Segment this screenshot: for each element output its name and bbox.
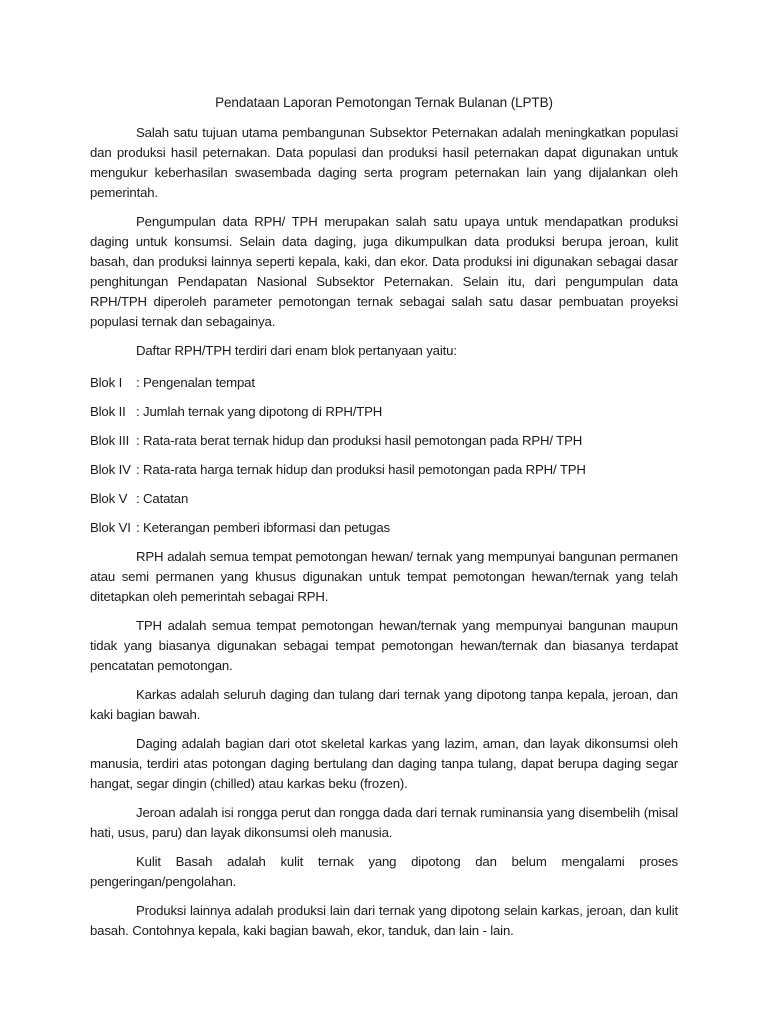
block-label: Blok I — [90, 375, 123, 390]
paragraph-definition-rph: RPH adalah semua tempat pemotongan hewan/ ternak yang mempunyai bangunan permanen atau semi permanen yang khusus digunakan untuk tempat pemotongan hewan/ternak yang telah ditetapkan oleh pemerintah sebagai RPH. — [90, 549, 678, 604]
block-description: : Catatan — [136, 491, 189, 506]
block-item — [90, 460, 678, 480]
block-item — [90, 489, 678, 509]
block-item — [90, 518, 678, 538]
paragraph-objective: Salah satu tujuan utama pembangunan Subsektor Peternakan adalah meningkatkan populasi dan produksi hasil peternakan. Data populasi dan produksi hasil peternakan dapat digunakan untuk mengukur keberhasilan swasembada daging serta program peternakan lain yang dijalankan oleh pemerintah. — [90, 125, 678, 200]
block-description: : Rata-rata harga ternak hidup dan produksi hasil pemotongan pada RPH/ TPH — [136, 462, 586, 477]
paragraph-data-collection: Pengumpulan data RPH/ TPH merupakan salah satu upaya untuk mendapatkan produksi daging untuk konsumsi. Selain data daging, juga dikumpulkan data produksi berupa jeroan, kulit basah, dan produksi lainnya seperti kepala, kaki, dan ekor. Data produksi ini digunakan sebagai dasar penghitungan Pendapatan Nasional Subsektor Peternakan. Selain itu, dari pengumpulan data RPH/TPH diperoleh parameter pemotongan ternak sebagai salah satu dasar pembuatan proyeksi populasi ternak dan sebagainya. — [90, 214, 678, 329]
block-label: Blok III — [90, 433, 130, 448]
block-label: Blok II — [90, 404, 126, 419]
paragraph-definition-jeroan: Jeroan adalah isi rongga perut dan rongga dada dari ternak ruminansia yang disembelih (misal hati, usus, paru) dan layak dikonsumsi oleh manusia. — [90, 805, 678, 840]
block-description: : Jumlah ternak yang dipotong di RPH/TPH — [136, 404, 383, 419]
paragraph-definition-kulit-basah: Kulit Basah adalah kulit ternak yang dipotong dan belum mengalami proses pengeringan/pengolahan. — [90, 854, 678, 889]
paragraph-block-list-intro: Daftar RPH/TPH terdiri dari enam blok pertanyaan yaitu: — [136, 343, 457, 358]
block-description: : Rata-rata berat ternak hidup dan produksi hasil pemotongan pada RPH/ TPH — [136, 433, 583, 448]
block-label: Blok IV — [90, 462, 131, 477]
paragraph-definition-daging: Daging adalah bagian dari otot skeletal karkas yang lazim, aman, dan layak dikonsumsi oleh manusia, terdiri atas potongan daging bertulang dan daging tanpa tulang, dapat berupa daging segar hangat, segar dingin (chilled) atau karkas beku (frozen). — [90, 736, 678, 791]
document-title: Pendataan Laporan Pemotongan Ternak Bulanan (LPTB) — [215, 95, 553, 110]
paragraph-definition-produksi-lainnya: Produksi lainnya adalah produksi lain dari ternak yang dipotong selain karkas, jeroan, dan kulit basah. Contohnya kepala, kaki bagian bawah, ekor, tanduk, dan lain - lain. — [90, 903, 678, 938]
paragraph-definition-karkas: Karkas adalah seluruh daging dan tulang dari ternak yang dipotong tanpa kepala, jeroan, dan kaki bagian bawah. — [90, 687, 678, 722]
block-list — [90, 373, 678, 538]
block-label: Blok VI — [90, 520, 131, 535]
paragraph-definition-tph: TPH adalah semua tempat pemotongan hewan/ternak yang mempunyai bangunan maupun tidak yang biasanya digunakan sebagai tempat pemotongan hewan/ternak dan biasanya terdapat pencatatan pemotongan. — [90, 618, 678, 673]
block-description: : Keterangan pemberi ibformasi dan petugas — [136, 520, 390, 535]
block-label: Blok V — [90, 491, 128, 506]
block-item — [90, 373, 678, 393]
block-item — [90, 402, 678, 422]
block-description: : Pengenalan tempat — [136, 375, 255, 390]
block-item — [90, 431, 678, 451]
